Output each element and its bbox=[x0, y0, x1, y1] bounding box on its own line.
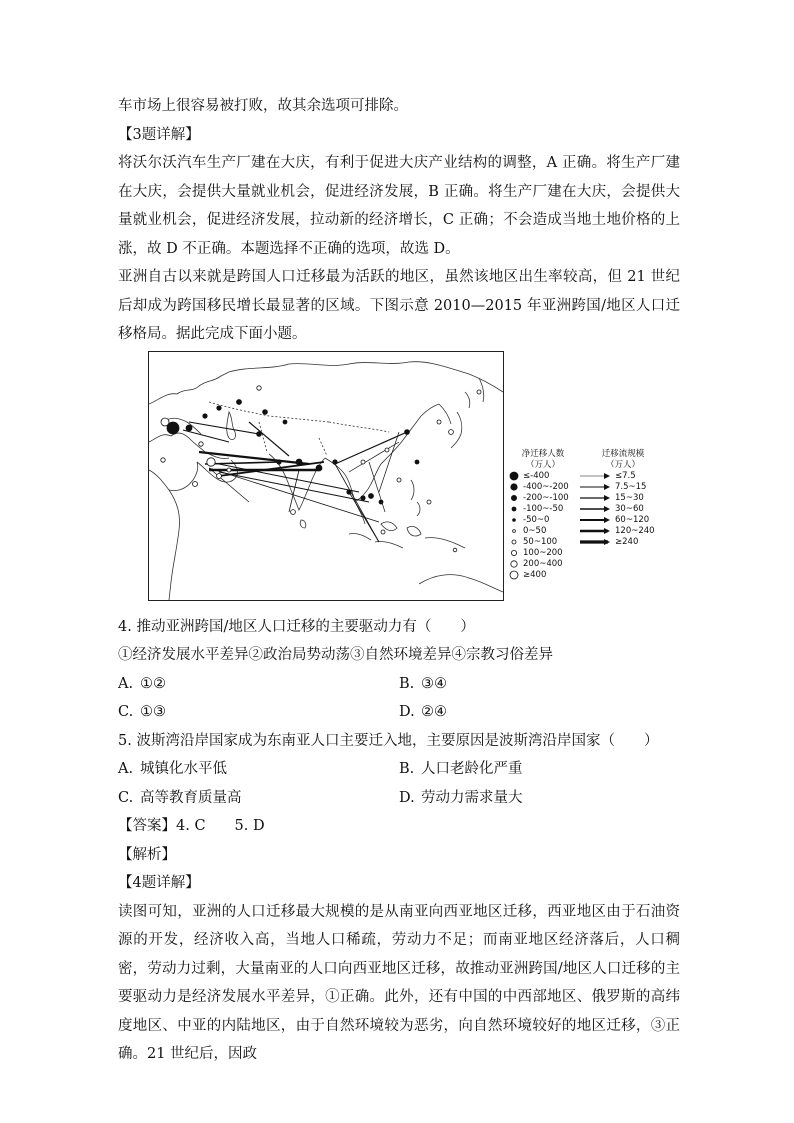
legend-circle-symbol bbox=[508, 504, 520, 514]
legend-flow-item bbox=[578, 537, 668, 548]
legend-net-item bbox=[508, 493, 578, 504]
q5-option-c[interactable]: C. 高等教育质量高 bbox=[118, 789, 242, 806]
legend-arrow-symbol bbox=[578, 537, 612, 547]
legend-net-label: 200~400 bbox=[523, 558, 563, 569]
legend-circle-symbol bbox=[508, 559, 520, 569]
legend-flow-label: 30~60 bbox=[615, 503, 644, 514]
legend-arrow-symbol bbox=[578, 482, 612, 492]
legend-net-item bbox=[508, 548, 578, 559]
q5-options-row-2 bbox=[118, 784, 680, 813]
legend-net-label: 100~200 bbox=[523, 547, 563, 558]
legend-net-item bbox=[508, 537, 578, 548]
legend-flow-label: 120~240 bbox=[615, 525, 655, 536]
legend-circle-symbol bbox=[508, 537, 520, 547]
q4-items: ①经济发展水平差异②政治局势动荡③自然环境差异④宗教习俗差异 bbox=[118, 647, 553, 663]
q3-explanation: 将沃尔沃汽车生产厂建在大庆，有利于促进大庆产业结构的调整，A 正确。将生产厂建在大庆，会提供大量就业机会，促进经济发展，B 正确。将生产厂建在大庆，会提供大量就业机会，促进经济发展，拉动新的经济增长，C 正确；不会造成当地土地价格的上涨，故 D 不正确。本题选择不正确的选项，故选 D。 bbox=[118, 155, 680, 257]
legend-flow-item bbox=[578, 515, 668, 526]
q4-option-d[interactable]: D. ②④ bbox=[399, 704, 447, 720]
q4-stem: 4. 推动亚洲跨国/地区人口迁移的主要驱动力有（ ） bbox=[118, 618, 475, 635]
legend-net-label: -50~0 bbox=[523, 514, 550, 525]
legend-flow-label: 7.5~15 bbox=[615, 481, 647, 492]
legend-net-item bbox=[508, 559, 578, 570]
document-page bbox=[118, 92, 680, 1069]
q4-explanation: 读图可知，亚洲的人口迁移最大规模的是从南亚向西亚地区迁移，西亚地区由于石油资源的开发，经济收入高，当地人口稀疏，劳动力不足；而南亚地区经济落后，人口稠密，劳动力过剩，大量南亚的人口向西亚地区迁移，故推动亚洲跨国/地区人口迁移的主要驱动力是经济发展水平差异，①正确。此外，还有中国的中西部地区、俄罗斯的高纬度地区、中亚的内陆地区，由于自然环境较为恶劣，向自然环境较好的地区迁移，③正确。21 世纪后，因政 bbox=[118, 903, 680, 1062]
legend-arrow-symbol bbox=[578, 526, 612, 536]
asia-migration-map bbox=[148, 351, 504, 601]
legend-arrow-symbol bbox=[578, 515, 612, 525]
q5-option-d[interactable]: D. 劳动力需求量大 bbox=[399, 789, 523, 806]
legend-net-label: -100~-50 bbox=[523, 503, 564, 514]
legend-flow-label: 15~30 bbox=[615, 492, 644, 503]
legend-net-label: 50~100 bbox=[523, 536, 558, 547]
legend-net-item bbox=[508, 570, 578, 581]
legend-net-item bbox=[508, 515, 578, 526]
q5-option-b[interactable]: B. 人口老龄化严重 bbox=[399, 761, 523, 777]
legend-net-unit: （万人） bbox=[525, 459, 560, 470]
legend-net-label: -400~-200 bbox=[523, 481, 569, 492]
legend-arrow-symbol bbox=[578, 471, 612, 481]
q4-option-c[interactable]: C. ①③ bbox=[118, 704, 166, 720]
legend-circle-symbol bbox=[508, 526, 520, 536]
legend-flow-item bbox=[578, 504, 668, 515]
legend-net-item bbox=[508, 471, 578, 482]
map-drawing bbox=[149, 352, 503, 600]
legend-flow-label: ≥240 bbox=[615, 536, 639, 547]
legend-flow-item bbox=[578, 482, 668, 493]
q4-options-row-1 bbox=[118, 670, 680, 699]
legend-flow-title: 迁移流规模 bbox=[601, 448, 645, 459]
q4-option-b[interactable]: B. ③④ bbox=[399, 675, 447, 692]
q5-options-row-1 bbox=[118, 755, 680, 784]
legend-flow-scale bbox=[578, 449, 668, 548]
legend-net-item bbox=[508, 526, 578, 537]
legend-net-item bbox=[508, 482, 578, 493]
legend-circle-symbol bbox=[508, 570, 520, 580]
heading-q3-detail: 【3题详解】 bbox=[118, 126, 200, 143]
legend-net-label: ≤-400 bbox=[523, 470, 550, 481]
q4-options-row-2 bbox=[118, 698, 680, 727]
legend-flow-label: 60~120 bbox=[615, 514, 650, 525]
legend-flow-item bbox=[578, 493, 668, 504]
top-paragraph: 车市场上很容易被打败，故其余选项可排除。 bbox=[118, 98, 408, 114]
migration-figure bbox=[118, 351, 680, 613]
analysis-heading: 【解析】 bbox=[118, 846, 176, 863]
legend-net-item bbox=[508, 504, 578, 515]
intro-paragraph: 亚洲自古以来就是跨国人口迁移最为活跃的地区，虽然该地区出生率较高，但 21 世纪后却成为跨国移民增长最显著的区域。下图示意 2010—2015 年亚洲跨国/地区人口迁移格局。据此完成下面小题。 bbox=[118, 269, 680, 342]
heading-q4-detail: 【4题详解】 bbox=[118, 875, 200, 891]
legend-net-migration bbox=[508, 449, 578, 581]
legend-flow-unit: （万人） bbox=[605, 459, 640, 470]
q5-stem: 5. 波斯湾沿岸国家成为东南亚人口主要迁入地，主要原因是波斯湾沿岸国家（ ） bbox=[118, 732, 659, 749]
answer-line: 【答案】4. C 5. D bbox=[118, 818, 265, 834]
legend-net-label: -200~-100 bbox=[523, 492, 569, 503]
legend-flow-label: ≤7.5 bbox=[615, 470, 636, 481]
legend-circle-symbol bbox=[508, 493, 520, 503]
legend-net-label: 0~50 bbox=[523, 525, 547, 536]
legend-circle-symbol bbox=[508, 515, 520, 525]
legend-flow-item bbox=[578, 471, 668, 482]
legend-net-title: 净迁移人数 bbox=[521, 448, 565, 459]
legend-arrow-symbol bbox=[578, 493, 612, 503]
legend-circle-symbol bbox=[508, 548, 520, 558]
legend-flow-item bbox=[578, 526, 668, 537]
legend-circle-symbol bbox=[508, 471, 520, 481]
legend-arrow-symbol bbox=[578, 504, 612, 514]
legend-circle-symbol bbox=[508, 482, 520, 492]
legend-net-label: ≥400 bbox=[523, 569, 547, 580]
q5-option-a[interactable]: A. 城镇化水平低 bbox=[118, 761, 227, 777]
q4-option-a[interactable]: A. ①② bbox=[118, 675, 166, 692]
